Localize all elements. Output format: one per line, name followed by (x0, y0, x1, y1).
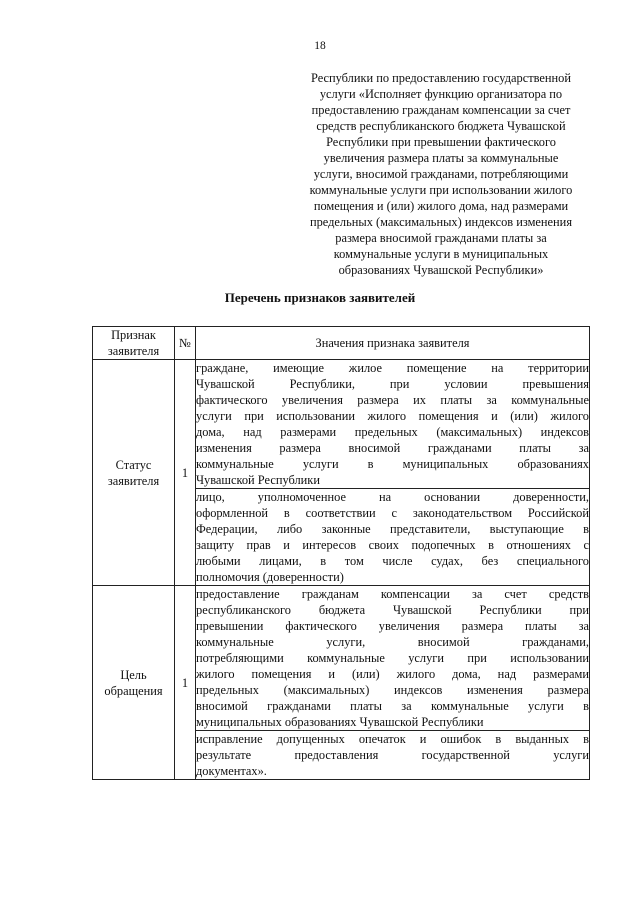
value-line: республиканского бюджета Чувашской Республики при (196, 603, 589, 617)
list-title: Перечень признаков заявителей (224, 290, 416, 305)
header-line: Республики при превышении фактического (326, 135, 556, 149)
header-feature-line: Признак (111, 328, 156, 342)
value-line: лицо, уполномоченное на основании доверенности, (196, 490, 589, 504)
page-number: 18 (314, 40, 326, 52)
header-line: коммунальные услуги при использовании жилого (309, 183, 573, 197)
table-row (93, 360, 590, 489)
value-line: вносимой гражданами платы за коммунальные услуги в (196, 699, 589, 713)
value-cell (196, 586, 590, 731)
header-line: предельных (максимальных) индексов изменения (309, 215, 573, 229)
value-line: оформленной в соответствии с законодательством Российской (196, 506, 589, 520)
number-cell: 1 (175, 586, 196, 780)
value-line: исправление допущенных опечаток и ошибок в выданных в (196, 732, 589, 746)
value-line: Чувашской Республики, при условии превышения (196, 377, 589, 391)
header-values-cell: Значения признака заявителя (196, 327, 590, 360)
header-line: увеличения размера платы за коммунальные (323, 151, 559, 165)
value-line: муниципальных образованиях Чувашской Республики (196, 715, 484, 729)
header-line: предоставлению гражданам компенсации за счет (311, 103, 571, 117)
header-line: помещения и (или) жилого дома, над размерами (313, 199, 569, 213)
feature-cell (93, 360, 175, 586)
header-line: услуги «Исполняет функцию организатора по (319, 87, 563, 101)
value-line: Федерации, либо законные представители, выступающие в (196, 522, 589, 536)
feature-label-line: Статус (115, 457, 152, 472)
header-number-cell: № (175, 327, 196, 360)
value-line: документах». (196, 764, 267, 778)
value-line: результате предоставления государственной услуги (196, 748, 589, 762)
value-line: любыми лицами, в том числе судах, без специального (196, 554, 589, 568)
value-cell (196, 489, 590, 586)
value-line: полномочия (доверенности) (196, 570, 344, 584)
value-line: коммунальные услуги, вносимой гражданами, (196, 635, 589, 649)
header-feature-line: заявителя (107, 344, 160, 358)
table-row (93, 586, 590, 731)
feature-label-line: Цель (120, 667, 147, 682)
value-line: фактического увеличения размера их платы за коммунальные (196, 393, 589, 407)
header-line: коммунальные услуги в муниципальных (333, 247, 549, 261)
table-header-row (93, 327, 590, 360)
value-line: коммунальные услуги в муниципальных образованиях (196, 457, 589, 471)
header-block (285, 70, 597, 278)
value-line: услуги при использовании жилого помещения и (или) жилого (196, 409, 589, 423)
feature-label-line: обращения (104, 683, 163, 698)
value-line: дома, над размерами предельных (максимальных) индексов (196, 425, 589, 439)
value-line: изменения размера вносимой гражданами платы за (196, 441, 589, 455)
applicant-features-table (92, 326, 590, 780)
value-line: жилого помещения и (или) жилого дома, над размерами (196, 667, 589, 681)
header-line: размера вносимой гражданами платы за (335, 231, 547, 245)
value-line: превышении фактического увеличения размера платы за (196, 619, 589, 633)
value-line: предельных (максимальных) индексов изменения размера (196, 683, 589, 697)
header-feature-cell (93, 327, 175, 360)
number-cell: 1 (175, 360, 196, 586)
value-line: предоставление гражданам компенсации за счет средств (196, 587, 589, 601)
value-line: Чувашской Республики (196, 473, 320, 487)
header-line: Республики по предоставлению государственной (310, 71, 571, 85)
header-line: средств республиканского бюджета Чувашской (316, 119, 566, 133)
feature-cell (93, 586, 175, 780)
value-line: защиту прав и интересов своих подопечных в отношениях с (196, 538, 589, 552)
value-line: потребляющими коммунальные услуги при использовании (196, 651, 589, 665)
feature-label-line: заявителя (107, 473, 160, 488)
header-line: образованиях Чувашской Республики» (338, 263, 544, 277)
value-line: граждане, имеющие жилое помещение на территории (196, 361, 589, 375)
value-cell (196, 731, 590, 780)
value-cell (196, 360, 590, 489)
header-line: услуги, вносимой гражданами, потребляющими (313, 167, 569, 181)
